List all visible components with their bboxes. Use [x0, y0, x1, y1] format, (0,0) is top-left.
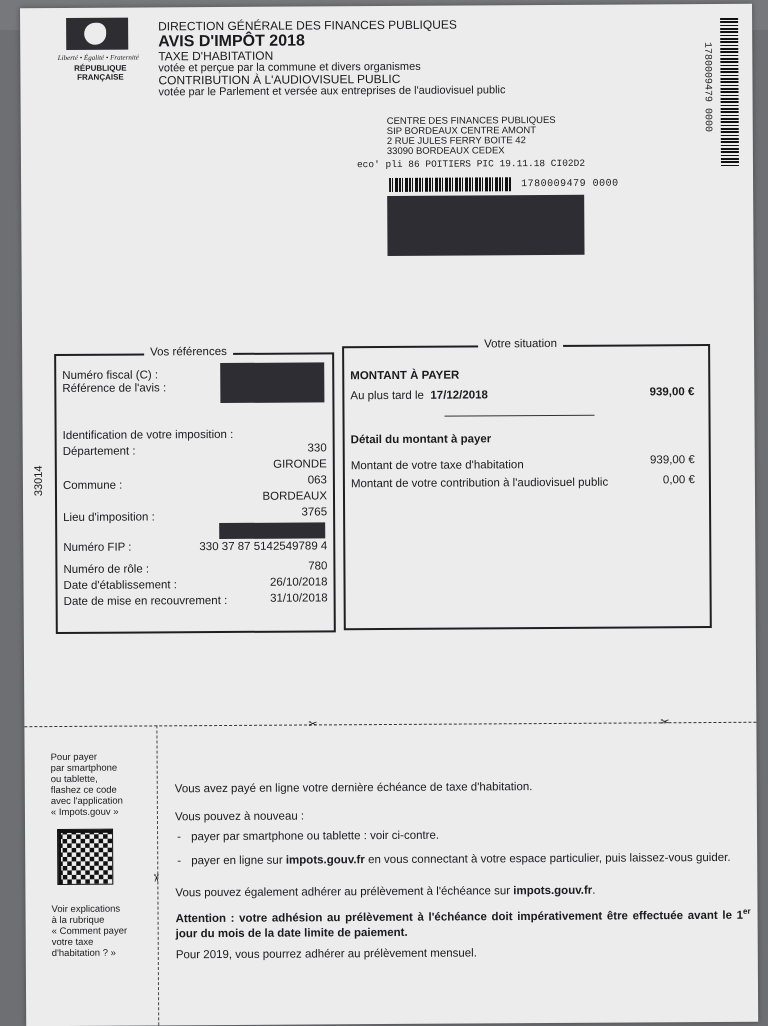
attention-part-1: Attention : votre adhésion au prélèvement à l'échéance doit impérativement être effectuée avant le 1: [175, 909, 744, 926]
fip-value: 330 37 87 5142549789 4: [199, 540, 328, 554]
smartphone-info-line: flashez ce code: [50, 784, 117, 797]
scissors-icon: ✂: [308, 718, 318, 731]
established-value: 26/10/2018: [269, 576, 328, 589]
explanation-info-line: « Comment payer: [51, 925, 128, 938]
smartphone-info-line: ou tablette,: [50, 773, 98, 786]
explanation-info-line: votre taxe: [51, 936, 94, 949]
attention-part-2: jour du mois de la date limite de paiement.: [175, 926, 408, 941]
smartphone-info: [51, 752, 123, 818]
collection-value: 31/10/2018: [270, 592, 328, 605]
smartphone-info-line: avec l'application: [50, 795, 123, 808]
vertical-reference: 1780009479 0000: [701, 41, 713, 133]
option-2-prefix: payer en ligne sur: [191, 854, 286, 868]
direct-debit-suffix: .: [592, 884, 596, 897]
sender-line-1: CENTRE DES FINANCES PUBLIQUES: [386, 114, 556, 127]
tax-notice-sheet: [20, 4, 758, 1026]
you-can-again-text: Vous pouvez à nouveau :: [174, 810, 305, 824]
amount-due-label: MONTANT À PAYER: [350, 369, 460, 383]
established-label: Date d'établissement :: [63, 579, 178, 592]
scissors-icon: ✂: [660, 716, 670, 729]
impots-site-link[interactable]: impots.gouv.fr: [285, 854, 365, 867]
references-box: [54, 345, 336, 634]
monthly-2019-text: Pour 2019, vous pourrez adhérer au prélèvement mensuel.: [175, 947, 477, 962]
explanation-info: [51, 904, 127, 959]
explanation-info-line: à la rubrique: [51, 914, 105, 927]
tax-voted-text: votée et perçue par la commune et divers organismes: [158, 60, 421, 75]
dgfip-heading: DIRECTION GÉNÉRALE DES FINANCES PUBLIQUES: [158, 17, 457, 34]
audiovisual-label: Montant de votre contribution à l'audiovisuel public: [350, 476, 609, 491]
audiovisual-value: 0,00 €: [662, 474, 695, 487]
commune-name: BORDEAUX: [262, 490, 328, 503]
department-label: Département :: [62, 445, 136, 458]
option-2-suffix: en vous connectant à votre espace particulier, puis laissez-vous guider.: [364, 851, 731, 867]
tear-off-line: [24, 722, 756, 727]
option-1-text: payer par smartphone ou tablette : voir ci-contre.: [191, 829, 440, 844]
amount-due: 939,00 €: [649, 386, 695, 399]
reference-number: 1780009479 0000: [521, 178, 619, 191]
deadline-prefix: Au plus tard le: [350, 389, 424, 403]
sender-line-2: SIP BORDEAUX CENTRE AMONT: [386, 125, 537, 137]
scissors-icon: ✂: [149, 873, 162, 883]
option-1-bullet: -: [177, 831, 181, 844]
datamatrix-code: [58, 830, 112, 884]
direct-debit-prefix: Vous pouvez également adhérer au prélèvement à l'échéance sur: [175, 885, 514, 900]
sender-line-4: 33090 BORDEAUX CEDEX: [386, 145, 505, 157]
contribution-heading: CONTRIBUTION À L'AUDIOVISUEL PUBLIC: [158, 71, 401, 88]
option-2-bullet: -: [177, 855, 182, 868]
redacted-place-detail: [219, 522, 325, 539]
option-2-text: [191, 850, 751, 869]
redacted-recipient-address: [387, 195, 584, 256]
attention-text: [176, 904, 751, 942]
deadline-date: 17/12/2018: [430, 389, 488, 402]
impots-site-link[interactable]: impots.gouv.fr: [513, 884, 593, 898]
attention-sup: er: [742, 906, 751, 916]
collection-label: Date de mise en recouvrement :: [63, 594, 228, 608]
role-label: Numéro de rôle :: [63, 563, 150, 576]
smartphone-info-line: « Impots.gouv »: [50, 806, 119, 819]
identification-label: Identification de votre imposition :: [62, 428, 234, 442]
explanation-info-line: d'habitation ? »: [51, 947, 116, 960]
marianne-icon: [66, 18, 128, 50]
logo-republic: RÉPUBLIQUE FRANÇAISE: [74, 63, 127, 82]
direct-debit-text: [175, 885, 595, 900]
fip-label: Numéro FIP :: [63, 541, 132, 554]
housing-tax-label: Montant de votre taxe d'habitation: [350, 459, 524, 473]
commune-code: 063: [307, 474, 327, 487]
fiscal-number-label: Numéro fiscal (C) :: [62, 369, 159, 382]
role-value: 780: [308, 560, 328, 573]
detail-title: Détail du montant à payer: [350, 433, 492, 447]
explanation-info-line: Voir explications: [51, 903, 121, 916]
ecopli-stamp: eco' pli 86 POITIERS PIC 19.11.18 CI02D2: [356, 157, 586, 171]
smartphone-info-line: Pour payer: [50, 751, 98, 764]
tax-type: TAXE D'HABITATION: [158, 48, 274, 64]
vertical-barcode: [720, 18, 739, 168]
redacted-fiscal-number: [220, 362, 324, 403]
smartphone-info-line: par smartphone: [50, 762, 118, 775]
department-name: GIRONDE: [273, 458, 327, 471]
department-code: 330: [307, 442, 327, 455]
sender-line-3: 2 RUE JULES FERRY BOITE 42: [386, 135, 526, 147]
notice-title: AVIS D'IMPÔT 2018: [158, 32, 305, 51]
side-code: 33014: [32, 465, 45, 497]
paid-online-text: Vous avez payé en ligne votre dernière échéance de taxe d'habitation.: [174, 781, 533, 796]
place-code: 3765: [301, 506, 328, 519]
republic-logo: [50, 17, 142, 82]
logo-motto: Liberté • Égalité • Fraternité: [57, 53, 139, 63]
place-label: Lieu d'imposition :: [63, 511, 155, 524]
references-title: Vos références: [144, 346, 233, 359]
situation-title: Votre situation: [478, 338, 563, 351]
notice-ref-label: Référence de l'avis :: [62, 382, 167, 395]
contribution-voted-text: votée par le Parlement et versée aux entreprises de l'audiovisuel public: [158, 84, 506, 99]
address-barcode: [389, 177, 511, 192]
separator: [445, 415, 595, 417]
commune-label: Commune :: [62, 479, 123, 492]
housing-tax-value: 939,00 €: [649, 454, 695, 467]
situation-box: [342, 337, 712, 630]
